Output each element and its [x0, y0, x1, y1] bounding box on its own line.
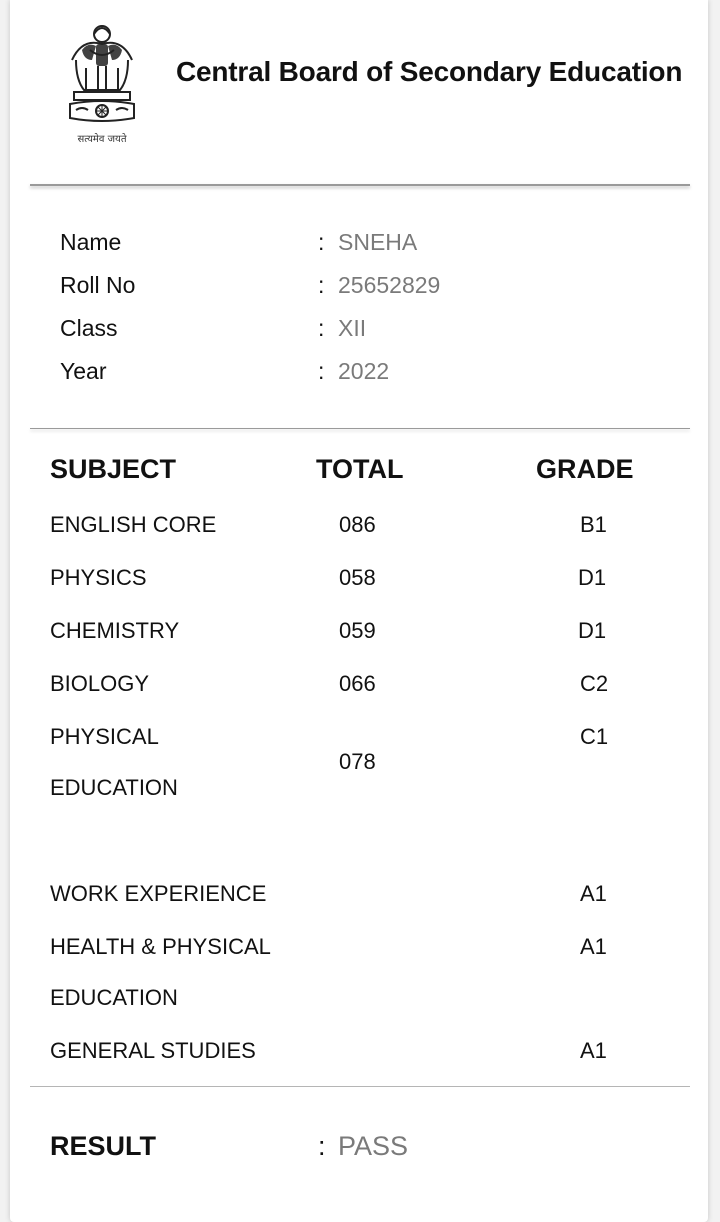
national-emblem-icon — [62, 20, 142, 150]
info-label: Name — [60, 229, 122, 255]
info-value: SNEHA — [338, 229, 418, 255]
subject-cell-line2: EDUCATION — [50, 775, 178, 800]
subject-cell: CHEMISTRY — [50, 618, 180, 643]
subject-cell: ENGLISH CORE — [50, 512, 217, 537]
grade-cell: A1 — [580, 934, 607, 959]
result-card — [10, 0, 708, 1222]
info-row-year — [60, 358, 680, 388]
result-value: PASS — [338, 1131, 409, 1161]
grade-cell: C2 — [580, 671, 609, 696]
grade-cell: C1 — [580, 724, 609, 749]
column-header-total: TOTAL — [316, 454, 404, 484]
grade-cell: A1 — [580, 1038, 607, 1063]
info-colon: : — [318, 315, 325, 341]
info-label: Roll No — [60, 272, 136, 298]
info-divider — [30, 428, 690, 429]
grade-cell: B1 — [580, 512, 607, 537]
info-row-class — [60, 315, 680, 345]
board-title: Central Board of Secondary Education — [176, 56, 683, 87]
subject-cell: BIOLOGY — [50, 671, 150, 696]
total-cell: 066 — [339, 671, 376, 696]
result-label: RESULT — [50, 1131, 156, 1161]
total-cell: 078 — [339, 749, 376, 774]
column-header-subject: SUBJECT — [50, 454, 177, 484]
subject-cell-line2: EDUCATION — [50, 985, 178, 1010]
info-colon: : — [318, 229, 325, 255]
info-value: 25652829 — [338, 272, 441, 298]
info-value: 2022 — [338, 358, 390, 384]
emblem-motto: सत्यमेव जयते — [77, 134, 127, 145]
grade-cell: D1 — [578, 565, 607, 590]
info-colon: : — [318, 358, 325, 384]
column-header-grade: GRADE — [536, 454, 634, 484]
subject-cell-line1: PHYSICAL — [50, 724, 159, 749]
subject-cell: GENERAL STUDIES — [50, 1038, 256, 1063]
result-colon: : — [318, 1131, 326, 1161]
grade-cell: A1 — [580, 881, 607, 906]
table-divider — [30, 1086, 690, 1087]
total-cell: 058 — [339, 565, 376, 590]
subject-cell-line1: HEALTH & PHYSICAL — [50, 934, 271, 959]
info-row-name — [60, 229, 680, 259]
total-cell: 086 — [339, 512, 376, 537]
info-row-roll-no — [60, 272, 680, 302]
info-colon: : — [318, 272, 325, 298]
subject-cell: WORK EXPERIENCE — [50, 881, 267, 906]
header-divider — [30, 184, 690, 186]
info-label: Year — [60, 358, 107, 384]
info-label: Class — [60, 315, 118, 341]
grade-cell: D1 — [578, 618, 607, 643]
subject-cell: PHYSICS — [50, 565, 147, 590]
total-cell: 059 — [339, 618, 376, 643]
info-value: XII — [338, 315, 367, 341]
